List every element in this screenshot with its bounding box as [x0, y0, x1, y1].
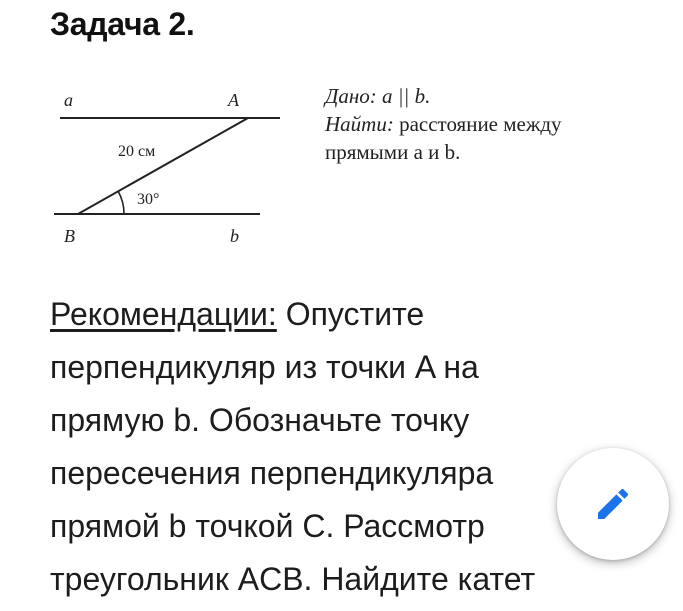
segment-ab — [78, 118, 248, 214]
pencil-icon — [593, 484, 633, 524]
recommendation-heading: Рекомендации: — [50, 296, 277, 332]
recommendation-line-5: прямой b точкой C. Рассмотр — [50, 508, 485, 544]
label-line-a: a — [64, 90, 73, 110]
angle-label: 30° — [137, 191, 160, 208]
recommendation-line-1 — [50, 288, 683, 341]
label-point-a: A — [228, 90, 239, 110]
label-point-b: B — [64, 226, 75, 245]
given-label: Дано: — [325, 84, 377, 108]
segment-length-label: 20 см — [118, 143, 156, 160]
task-title: Задача 2. — [50, 6, 195, 42]
find-line — [325, 110, 665, 138]
given-find-block — [325, 82, 665, 166]
label-line-b: b — [230, 226, 239, 245]
recommendation-line-6: треугольник ACB. Найдите катет — [50, 561, 536, 597]
recommendation-line-4: пересечения перпендикуляра — [50, 455, 494, 491]
given-text: a || b. — [382, 84, 431, 108]
given-line — [325, 82, 665, 110]
edit-button[interactable] — [557, 448, 669, 560]
recommendation-line-1-rest: Опустите — [285, 296, 425, 332]
recommendation-text — [50, 288, 683, 606]
find-label: Найти: — [325, 112, 394, 136]
find-text-1: расстояние между — [399, 112, 562, 136]
find-text-2: прямыми a и b. — [325, 140, 461, 164]
angle-arc — [118, 191, 124, 214]
recommendation-line-3: прямую b. Обозначьте точку — [50, 402, 470, 438]
recommendation-line-2: перпендикуляр из точки A на — [50, 349, 479, 385]
